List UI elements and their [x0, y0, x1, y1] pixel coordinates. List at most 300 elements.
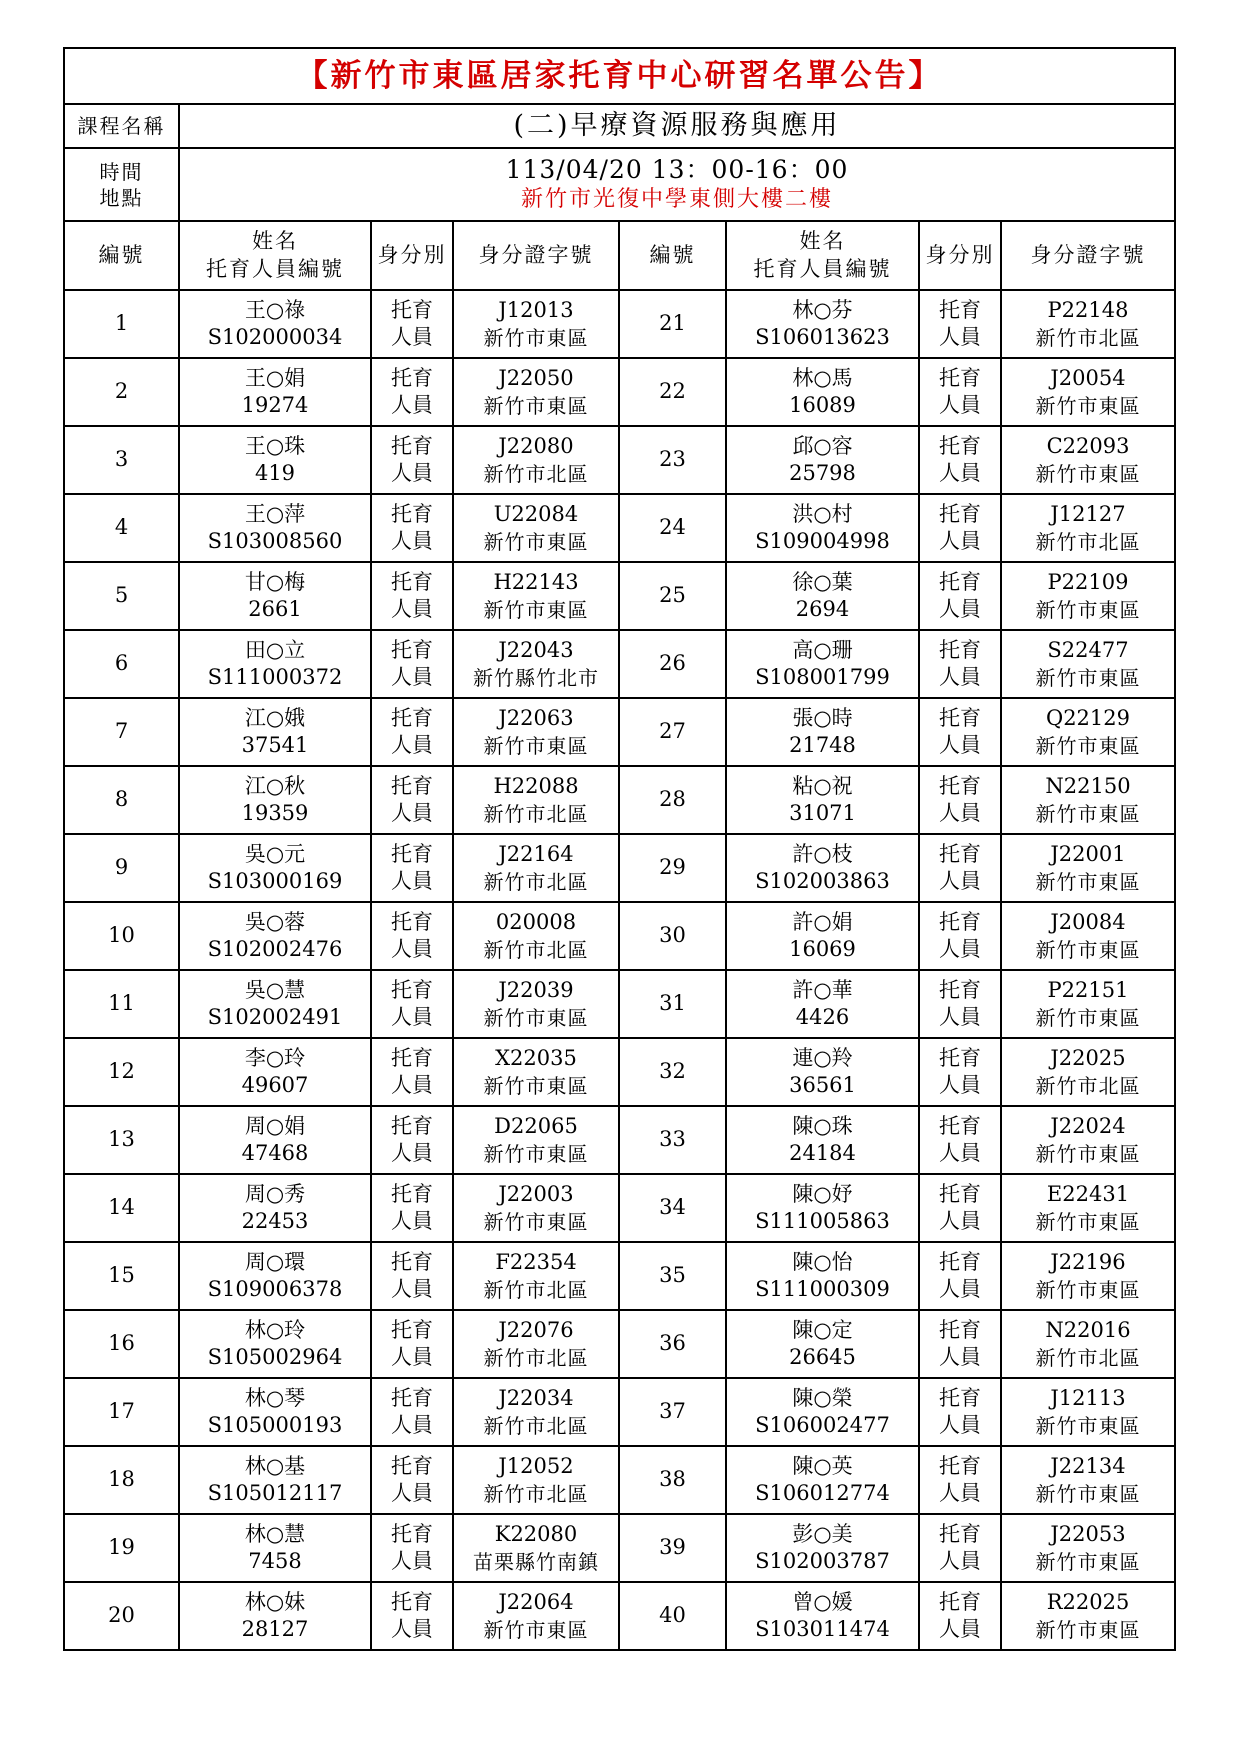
row-number-cell-right: [619, 766, 726, 834]
table-row: [64, 1310, 1175, 1378]
row-number: 10: [108, 923, 135, 948]
staff-id: 19274: [241, 393, 309, 417]
id-code-right: Q22129: [1045, 706, 1131, 731]
staff-id: 19359: [241, 801, 309, 825]
id-code-right: N22150: [1045, 774, 1131, 799]
person-name-right: 洪○村: [792, 501, 853, 526]
person-name-right: 林○芬: [792, 297, 853, 322]
table-row: [64, 1174, 1175, 1242]
time-place-row: [64, 148, 1175, 221]
name-cell: [179, 1242, 371, 1310]
staff-id-right: S111005863: [755, 1209, 890, 1233]
name-cell-right: [726, 630, 919, 698]
name-cell-right: [726, 1310, 919, 1378]
person-name: 周○秀: [244, 1181, 306, 1206]
id-code-cell-right: [1001, 1378, 1175, 1446]
person-name: 甘○梅: [244, 569, 306, 594]
id-code-cell: [453, 290, 619, 358]
name-cell: [179, 494, 371, 562]
row-number: 14: [108, 1195, 135, 1220]
row-number-cell: [64, 1038, 179, 1106]
identity-line2-right: 人員: [939, 1005, 981, 1029]
id-code-cell-right: [1001, 766, 1175, 834]
id-code-right: P22151: [1047, 978, 1129, 1003]
id-code-cell-right: [1001, 970, 1175, 1038]
identity-line2: 人員: [391, 1277, 433, 1301]
staff-id: S102002476: [207, 937, 343, 961]
id-area-right: 新竹市東區: [1035, 1209, 1141, 1234]
event-time: 113/04/20 13：00-16：00: [505, 154, 849, 184]
name-cell: [179, 1514, 371, 1582]
row-number-cell: [64, 1106, 179, 1174]
identity-line2: 人員: [391, 1345, 433, 1369]
table-row: [64, 766, 1175, 834]
identity-line1: 托育: [391, 569, 433, 594]
id-area-right: 新竹市東區: [1035, 1413, 1141, 1438]
identity-line2: 人員: [391, 1481, 433, 1505]
person-name-right: 許○華: [792, 977, 853, 1002]
name-cell: [179, 290, 371, 358]
person-name: 吳○元: [244, 841, 306, 866]
header-identity-right: 身分別: [919, 221, 1001, 290]
id-area-right: 新竹市東區: [1035, 801, 1141, 826]
row-number-cell-right: [619, 426, 726, 494]
row-number-right: 32: [659, 1059, 686, 1084]
name-cell: [179, 1106, 371, 1174]
staff-id: 419: [254, 461, 296, 485]
identity-line1-right: 托育: [939, 637, 981, 662]
identity-line2-right: 人員: [939, 1413, 981, 1437]
identity-cell-right: [919, 494, 1001, 562]
row-number-cell-right: [619, 1378, 726, 1446]
id-area-right: 新竹市東區: [1035, 1277, 1141, 1302]
row-number-cell: [64, 1582, 179, 1650]
person-name: 吳○蓉: [244, 909, 306, 934]
identity-line1: 托育: [391, 705, 433, 730]
name-cell-right: [726, 1106, 919, 1174]
identity-cell-right: [919, 970, 1001, 1038]
id-area: 新竹市北區: [483, 801, 589, 826]
id-code-right: J22025: [1050, 1046, 1126, 1071]
identity-line2: 人員: [391, 733, 433, 757]
id-area-right: 新竹市東區: [1035, 665, 1141, 690]
identity-line2: 人員: [391, 869, 433, 893]
id-area: 新竹市北區: [483, 869, 589, 894]
id-code-right: J22001: [1050, 842, 1126, 867]
id-code-cell: [453, 1310, 619, 1378]
table-row: [64, 1514, 1175, 1582]
id-code-right: E22431: [1046, 1182, 1130, 1207]
row-number-cell: [64, 970, 179, 1038]
id-code-cell-right: [1001, 1310, 1175, 1378]
name-cell: [179, 1446, 371, 1514]
name-cell: [179, 766, 371, 834]
person-name: 林○基: [244, 1453, 306, 1478]
row-number-right: 31: [659, 991, 686, 1016]
identity-cell: [371, 358, 453, 426]
row-number-cell-right: [619, 1582, 726, 1650]
identity-line1-right: 托育: [939, 365, 981, 390]
row-number-right: 22: [659, 379, 686, 404]
id-area-right: 新竹市東區: [1035, 393, 1141, 418]
header-name-line2: 托育人員編號: [206, 256, 344, 281]
header-name-line1: 姓名: [252, 229, 298, 254]
id-area: 新竹市東區: [483, 1005, 589, 1030]
id-code: J22039: [498, 978, 574, 1003]
table-row: [64, 426, 1175, 494]
id-area-right: 新竹市東區: [1035, 937, 1141, 962]
id-code-right: J12113: [1050, 1386, 1126, 1411]
identity-line2: 人員: [391, 1413, 433, 1437]
id-area: 新竹市北區: [483, 1413, 589, 1438]
identity-cell: [371, 630, 453, 698]
staff-id: 2661: [248, 597, 302, 621]
id-code-cell: [453, 1582, 619, 1650]
identity-cell: [371, 1174, 453, 1242]
name-cell: [179, 358, 371, 426]
identity-cell: [371, 1378, 453, 1446]
identity-line2-right: 人員: [939, 1549, 981, 1573]
id-area: 新竹市東區: [483, 597, 589, 622]
id-code-right: J22134: [1050, 1454, 1126, 1479]
id-code-cell: [453, 358, 619, 426]
row-number-cell: [64, 494, 179, 562]
name-cell: [179, 902, 371, 970]
staff-id-right: 16069: [789, 937, 856, 961]
staff-id: 28127: [241, 1617, 309, 1641]
staff-id: 37541: [241, 733, 309, 757]
id-area-right: 新竹市北區: [1035, 1073, 1141, 1098]
title-row: [64, 48, 1175, 104]
row-number: 16: [108, 1331, 135, 1356]
id-area: 新竹市東區: [483, 1617, 589, 1642]
person-name-right: 徐○葉: [792, 569, 853, 594]
staff-id-right: 2694: [795, 597, 850, 621]
identity-line1-right: 托育: [939, 1113, 981, 1138]
id-code: J22076: [498, 1318, 574, 1343]
id-area: 新竹市北區: [483, 461, 589, 486]
course-label: 課程名稱: [64, 104, 179, 148]
id-area: 苗栗縣竹南鎮: [473, 1549, 599, 1574]
staff-id: S102000034: [207, 325, 343, 349]
row-number: 15: [108, 1263, 135, 1288]
identity-cell: [371, 698, 453, 766]
id-code-cell: [453, 1174, 619, 1242]
name-cell-right: [726, 834, 919, 902]
staff-id-right: 16089: [789, 393, 856, 417]
identity-cell: [371, 766, 453, 834]
row-number-cell-right: [619, 1310, 726, 1378]
identity-line1: 托育: [391, 1453, 433, 1478]
id-area-right: 新竹市東區: [1035, 1617, 1141, 1642]
name-cell-right: [726, 1446, 919, 1514]
identity-line2: 人員: [391, 597, 433, 621]
header-identity: 身分別: [371, 221, 453, 290]
id-code: J22050: [498, 366, 574, 391]
id-code-cell: [453, 1038, 619, 1106]
identity-line2: 人員: [391, 325, 433, 349]
staff-id: S103008560: [207, 529, 343, 553]
row-number: 4: [114, 515, 129, 540]
table-row: [64, 290, 1175, 358]
row-number-right: 21: [659, 311, 686, 336]
row-number-cell-right: [619, 902, 726, 970]
identity-cell: [371, 1106, 453, 1174]
name-cell: [179, 562, 371, 630]
staff-id-right: S106012774: [755, 1481, 890, 1505]
id-area: 新竹市東區: [483, 733, 589, 758]
id-code-right: J20084: [1050, 910, 1126, 935]
staff-id: 49607: [241, 1073, 309, 1097]
identity-line2: 人員: [391, 801, 433, 825]
id-code-cell: [453, 1106, 619, 1174]
id-code-cell-right: [1001, 562, 1175, 630]
row-number-cell-right: [619, 290, 726, 358]
table-row: [64, 1242, 1175, 1310]
staff-id-right: 31071: [789, 801, 856, 825]
identity-line2: 人員: [391, 1073, 433, 1097]
column-header-row: [64, 221, 1175, 290]
name-cell-right: [726, 1174, 919, 1242]
row-number-right: 38: [659, 1467, 686, 1492]
header-name-line2-right: 托育人員編號: [753, 256, 892, 281]
identity-line1: 托育: [391, 365, 433, 390]
row-number: 17: [108, 1399, 135, 1424]
table-row: [64, 630, 1175, 698]
person-name-right: 張○時: [792, 705, 853, 730]
name-cell-right: [726, 1378, 919, 1446]
person-name: 林○玲: [244, 1317, 306, 1342]
person-name-right: 高○珊: [792, 637, 853, 662]
person-name: 江○秋: [244, 773, 306, 798]
row-number-right: 27: [659, 719, 686, 744]
table-row: [64, 698, 1175, 766]
identity-line1-right: 托育: [939, 1385, 981, 1410]
id-area: 新竹市東區: [483, 529, 589, 554]
name-cell: [179, 1038, 371, 1106]
id-area-right: 新竹市北區: [1035, 529, 1141, 554]
id-code: 020008: [495, 910, 577, 935]
row-number-cell: [64, 1446, 179, 1514]
id-area-right: 新竹市北區: [1035, 325, 1141, 350]
identity-line2-right: 人員: [939, 733, 981, 757]
id-area: 新竹市東區: [483, 1073, 589, 1098]
name-cell: [179, 630, 371, 698]
row-number-right: 30: [659, 923, 686, 948]
identity-line1: 托育: [391, 297, 433, 322]
row-number-cell: [64, 1174, 179, 1242]
id-area: 新竹市北區: [483, 1481, 589, 1506]
row-number-right: 23: [659, 447, 686, 472]
id-code: J12013: [498, 298, 574, 323]
name-cell: [179, 1174, 371, 1242]
identity-line1-right: 托育: [939, 1045, 981, 1070]
id-code: J22164: [498, 842, 574, 867]
staff-id: S105000193: [207, 1413, 343, 1437]
identity-line2-right: 人員: [939, 1617, 981, 1641]
name-cell-right: [726, 766, 919, 834]
course-row: [64, 104, 1175, 148]
row-number: 11: [108, 991, 135, 1016]
identity-line1-right: 托育: [939, 909, 981, 934]
identity-line2-right: 人員: [939, 461, 981, 485]
identity-cell-right: [919, 1174, 1001, 1242]
identity-line2: 人員: [391, 937, 433, 961]
name-cell: [179, 698, 371, 766]
id-code-cell: [453, 562, 619, 630]
id-code-right: R22025: [1046, 1590, 1130, 1615]
identity-cell-right: [919, 766, 1001, 834]
identity-line1: 托育: [391, 977, 433, 1002]
staff-id-right: 4426: [795, 1005, 850, 1029]
table-row: [64, 1582, 1175, 1650]
identity-cell: [371, 1514, 453, 1582]
identity-line1: 托育: [391, 841, 433, 866]
row-number-right: 26: [659, 651, 686, 676]
id-code: J22034: [498, 1386, 574, 1411]
id-code-cell: [453, 970, 619, 1038]
row-number-cell-right: [619, 1242, 726, 1310]
name-cell-right: [726, 698, 919, 766]
name-cell-right: [726, 1242, 919, 1310]
row-number-cell: [64, 698, 179, 766]
identity-cell-right: [919, 1446, 1001, 1514]
id-area: 新竹市北區: [483, 937, 589, 962]
identity-line1: 托育: [391, 1249, 433, 1274]
staff-id: 22453: [241, 1209, 309, 1233]
person-name-right: 曾○媛: [792, 1589, 853, 1614]
name-cell: [179, 426, 371, 494]
identity-cell: [371, 562, 453, 630]
person-name-right: 連○羚: [792, 1045, 853, 1070]
staff-id: S105012117: [207, 1481, 343, 1505]
person-name: 吳○慧: [244, 977, 306, 1002]
name-cell-right: [726, 358, 919, 426]
identity-line2-right: 人員: [939, 529, 981, 553]
id-code-right: C22093: [1046, 434, 1130, 459]
staff-id: S111000372: [207, 665, 343, 689]
id-code: J12052: [498, 1454, 574, 1479]
staff-id-right: 24184: [789, 1141, 856, 1165]
id-code-cell-right: [1001, 1242, 1175, 1310]
header-id-code: 身分證字號: [453, 221, 619, 290]
row-number: 5: [114, 583, 129, 608]
identity-line1-right: 托育: [939, 501, 981, 526]
id-code-cell-right: [1001, 630, 1175, 698]
identity-line2-right: 人員: [939, 1481, 981, 1505]
person-name: 田○立: [244, 637, 306, 662]
identity-line2: 人員: [391, 393, 433, 417]
header-id-code-right: 身分證字號: [1001, 221, 1175, 290]
person-name-right: 許○娟: [792, 909, 853, 934]
header-name-right: [726, 221, 919, 290]
name-cell-right: [726, 426, 919, 494]
table-row: [64, 358, 1175, 426]
identity-line2: 人員: [391, 1141, 433, 1165]
row-number-cell: [64, 426, 179, 494]
id-code-cell-right: [1001, 1174, 1175, 1242]
person-name-right: 許○枝: [792, 841, 853, 866]
person-name-right: 彭○美: [792, 1521, 853, 1546]
identity-line1: 托育: [391, 433, 433, 458]
id-code-cell: [453, 1242, 619, 1310]
identity-line2-right: 人員: [939, 393, 981, 417]
staff-id-right: S111000309: [755, 1277, 890, 1301]
id-code: J22063: [498, 706, 574, 731]
id-code-cell: [453, 698, 619, 766]
person-name-right: 粘○祝: [792, 773, 853, 798]
name-cell: [179, 1310, 371, 1378]
id-area: 新竹市北區: [483, 1345, 589, 1370]
name-cell: [179, 834, 371, 902]
header-name-line1-right: 姓名: [799, 229, 846, 254]
identity-cell: [371, 970, 453, 1038]
row-number-cell-right: [619, 1174, 726, 1242]
id-code: F22354: [495, 1250, 577, 1275]
identity-cell-right: [919, 1242, 1001, 1310]
id-code-right: J22053: [1050, 1522, 1126, 1547]
name-cell: [179, 1582, 371, 1650]
row-number: 13: [108, 1127, 135, 1152]
staff-id-right: 25798: [789, 461, 856, 485]
id-area-right: 新竹市東區: [1035, 1481, 1141, 1506]
row-number-right: 33: [659, 1127, 686, 1152]
staff-id-right: S102003863: [755, 869, 890, 893]
id-code-cell-right: [1001, 698, 1175, 766]
row-number-cell: [64, 1310, 179, 1378]
identity-line2-right: 人員: [939, 325, 981, 349]
person-name: 李○玲: [244, 1045, 306, 1070]
name-cell-right: [726, 1038, 919, 1106]
row-number: 20: [108, 1603, 135, 1628]
identity-line1-right: 托育: [939, 1589, 981, 1614]
row-number-right: 29: [659, 855, 686, 880]
staff-id-right: 36561: [789, 1073, 856, 1097]
place-label: 地點: [99, 185, 144, 210]
id-code-cell: [453, 766, 619, 834]
id-code-cell-right: [1001, 494, 1175, 562]
person-name-right: 陳○怡: [792, 1249, 853, 1274]
person-name-right: 林○馬: [792, 365, 853, 390]
name-cell-right: [726, 562, 919, 630]
identity-line1: 托育: [391, 1113, 433, 1138]
row-number-cell: [64, 902, 179, 970]
identity-cell-right: [919, 1038, 1001, 1106]
table-row: [64, 970, 1175, 1038]
row-number-cell-right: [619, 1514, 726, 1582]
name-cell-right: [726, 902, 919, 970]
id-code-right: J12127: [1050, 502, 1126, 527]
identity-cell-right: [919, 290, 1001, 358]
id-code-cell-right: [1001, 834, 1175, 902]
staff-id: S102002491: [207, 1005, 343, 1029]
id-code-cell-right: [1001, 426, 1175, 494]
identity-line1-right: 托育: [939, 977, 981, 1002]
row-number: 3: [114, 447, 129, 472]
id-code-cell-right: [1001, 290, 1175, 358]
identity-line1: 托育: [391, 637, 433, 662]
time-place-label: [64, 148, 179, 221]
id-area-right: 新竹市東區: [1035, 1549, 1141, 1574]
person-name: 周○環: [244, 1249, 306, 1274]
person-name: 王○祿: [244, 297, 306, 322]
identity-cell: [371, 902, 453, 970]
row-number-cell: [64, 630, 179, 698]
identity-cell-right: [919, 1514, 1001, 1582]
identity-line2: 人員: [391, 1209, 433, 1233]
row-number-cell: [64, 766, 179, 834]
id-area: 新竹縣竹北市: [473, 665, 599, 690]
